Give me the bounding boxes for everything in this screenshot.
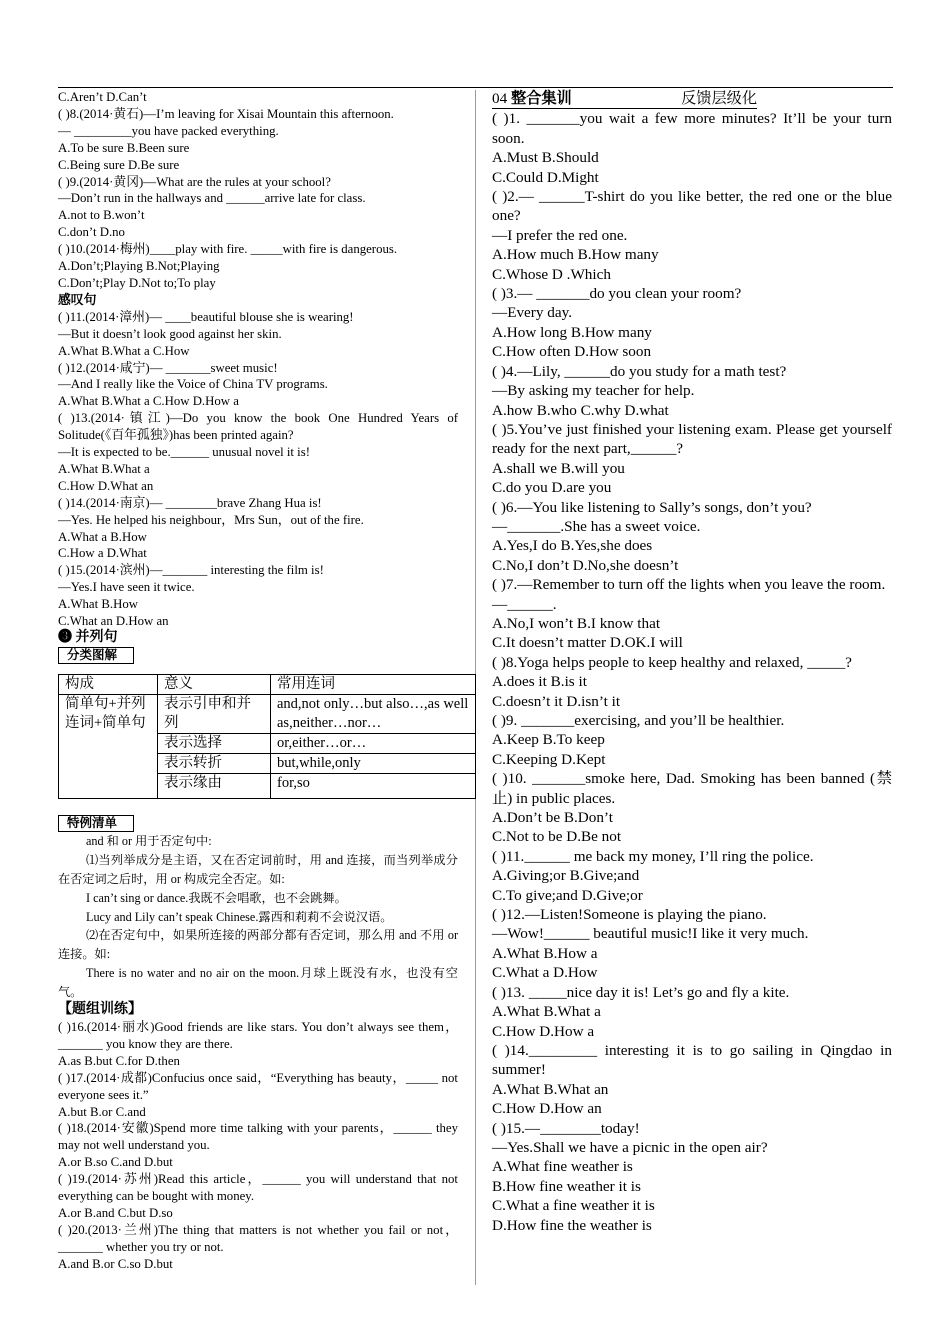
- q18-options: A.or B.so C.and D.but: [58, 1155, 173, 1170]
- r3-options-2: C.How often D.How soon: [492, 343, 652, 361]
- r12-options-1: A.What B.How a: [492, 944, 598, 962]
- r15-option-b: B.How fine weather it is: [492, 1177, 641, 1195]
- q9-stem: ( )9.(2014·黄冈)—What are the rules at your school?: [58, 174, 331, 189]
- q14-line2: —Yes. He helped his neighbour，Mrs Sun，out of the fire.: [58, 512, 364, 527]
- r6-line2: —_______.She has a sweet voice.: [492, 517, 701, 535]
- r14-stem: ( )14._________ interesting it is to go sailing in Qingdao in summer!: [492, 1041, 892, 1079]
- r11-options-2: C.To give;and D.Give;or: [492, 886, 643, 904]
- note-line: and 和 or 用于否定句中:: [86, 833, 212, 848]
- r12-stem: ( )12.—Listen!Someone is playing the piano.: [492, 906, 767, 924]
- r11-stem: ( )11.______ me back my money, I’ll ring the police.: [492, 847, 814, 865]
- table-structure-cell: 简单句+并列连词+简单句: [59, 694, 158, 798]
- r5-options-2: C.do you D.are you: [492, 479, 612, 497]
- q12-options: A.What B.What a C.How D.How a: [58, 394, 239, 409]
- q17-options: A.but B.or C.and: [58, 1104, 146, 1119]
- r2-line2: —I prefer the red one.: [492, 226, 628, 244]
- note-example: Lucy and Lily can’t speak Chinese.露西和莉莉不会说汉语。: [86, 909, 393, 924]
- q10-options-1: A.Don’t;Playing B.Not;Playing: [58, 259, 220, 274]
- q19-stem: ( )19.(2014·苏州)Read this article，______ you will understand that not everything can be bought with money.: [58, 1172, 458, 1204]
- r11-options-1: A.Giving;or B.Give;and: [492, 867, 640, 885]
- r7-options-1: A.No,I won’t B.I know that: [492, 614, 661, 632]
- table-header-conjunctions: 常用连词: [271, 674, 476, 694]
- r9-stem: ( )9. _______exercising, and you’ll be healthier.: [492, 712, 785, 729]
- q8-options-1: A.To be sure B.Been sure: [58, 140, 190, 155]
- q13-options-1: A.What B.What a: [58, 461, 150, 476]
- r6-options-2: C.No,I don’t D.No,she doesn’t: [492, 556, 679, 574]
- r5-options-1: A.shall we B.will you: [492, 459, 625, 477]
- q12-stem: ( )12.(2014·咸宁)— _______sweet music!: [58, 360, 278, 375]
- q14-options-2: C.How a D.What: [58, 546, 147, 561]
- r13-options-1: A.What B.What a: [492, 1003, 601, 1021]
- q15-options-1: A.What B.How: [58, 597, 138, 612]
- note-example: There is no water and no air on the moon.月球上既没有水，也没有空气。: [58, 966, 458, 1000]
- q16-stem: ( )16.(2014·丽水)Good friends are like stars. You don’t always see them，_______ you know they are there.: [58, 1019, 458, 1051]
- table-meaning-cell: 表示引申和并列: [158, 694, 271, 733]
- table-header-meaning: 意义: [158, 674, 271, 694]
- r9-options-2: C.Keeping D.Kept: [492, 750, 606, 768]
- r6-options-1: A.Yes,I do B.Yes,she does: [492, 537, 653, 555]
- note-line: ⑵在否定句中，如果所连接的两部分都有否定词，那么用 and 不用 or 连接。如:: [58, 928, 458, 962]
- q17-stem: ( )17.(2014·成都)Confucius once said，“Everything has beauty，_____ not everyone sees it.”: [58, 1070, 458, 1102]
- special-cases-note: [58, 832, 458, 1002]
- r3-options-1: A.How long B.How many: [492, 323, 652, 341]
- r15-line2: —Yes.Shall we have a picnic in the open air?: [492, 1138, 768, 1156]
- r4-options: A.how B.who C.why D.what: [492, 401, 669, 419]
- q10-options-2: C.Don’t;Play D.Not to;To play: [58, 275, 216, 290]
- r4-line2: —By asking my teacher for help.: [492, 382, 695, 400]
- q13-options-2: C.How D.What an: [58, 478, 154, 493]
- r7-options-2: C.It doesn’t matter D.OK.I will: [492, 634, 683, 652]
- table-meaning-cell: 表示选择: [158, 733, 271, 753]
- q15-stem: ( )15.(2014·滨州)—_______ interesting the film is!: [58, 563, 324, 578]
- r6-stem: ( )6.—You like listening to Sally’s songs, don’t you?: [492, 498, 812, 516]
- q11-stem: ( )11.(2014·漳州)— ____beautiful blouse she is wearing!: [58, 309, 354, 324]
- table-header-structure: 构成: [59, 674, 158, 694]
- q11-options: A.What B.What a C.How: [58, 343, 190, 358]
- r1-options-2: C.Could D.Might: [492, 168, 599, 186]
- r10-options-2: C.Not to be D.Be not: [492, 828, 622, 846]
- r15-option-d: D.How fine the weather is: [492, 1216, 652, 1234]
- r1-options-1: A.Must B.Should: [492, 149, 599, 167]
- table-conjunction-cell: and,not only…but also…,as well as,neither…nor…: [271, 694, 476, 733]
- table-conjunction-cell: but,while,only: [271, 753, 476, 773]
- q20-stem: ( )20.(2013·兰州)The thing that matters is not whether you fail or not，_______ whether you try or not.: [58, 1222, 458, 1254]
- q20-options: A.and B.or C.so D.but: [58, 1256, 173, 1271]
- left-column: [58, 89, 469, 1273]
- r15-stem: ( )15.—________today!: [492, 1119, 640, 1137]
- table-conjunction-cell: for,so: [271, 773, 476, 798]
- r2-options-2: C.Whose D .Which: [492, 265, 611, 283]
- r2-stem: ( )2.— ______T-shirt do you like better, the red one or the blue one?: [492, 188, 892, 225]
- special-cases-label: 特例清单: [58, 815, 134, 832]
- conjunction-table: [58, 674, 476, 799]
- table-meaning-cell: 表示缘由: [158, 773, 271, 798]
- note-example: I can’t sing or dance.我既不会唱歌，也不会跳舞。: [86, 890, 347, 905]
- q8-stem: ( )8.(2014·黄石)—I’m leaving for Xisai Mountain this afternoon.: [58, 106, 394, 121]
- practice-heading: 【题组训练】: [58, 1002, 142, 1018]
- section-3-title: ❸ 并列句: [58, 630, 118, 645]
- q16-options: A.as B.but C.for D.then: [58, 1053, 180, 1068]
- r13-stem: ( )13. _____nice day it is! Let’s go and fly a kite.: [492, 983, 790, 1001]
- header-title: 整合集训: [510, 90, 572, 107]
- r3-line2: —Every day.: [492, 304, 572, 322]
- q8-line2: — _________you have packed everything.: [58, 123, 279, 138]
- r5-stem: ( )5.You’ve just finished your listening exam. Please get yourself ready for the next part,______?: [492, 420, 892, 458]
- exclamation-heading: 感叹句: [58, 292, 97, 307]
- q13-line2: —It is expected to be.______ unusual novel it is!: [58, 445, 310, 460]
- q8-options-2: C.Being sure D.Be sure: [58, 157, 180, 172]
- r7-stem: ( )7.—Remember to turn off the lights when you leave the room.: [492, 576, 886, 594]
- r3-stem: ( )3.— _______do you clean your room?: [492, 285, 742, 303]
- header-subtitle: 反馈层级化: [681, 90, 757, 107]
- r13-options-2: C.How D.How a: [492, 1022, 595, 1040]
- q9-line2: —Don’t run in the hallways and ______arrive late for class.: [58, 191, 366, 206]
- classification-label: 分类图解: [58, 647, 134, 664]
- q11-line2: —But it doesn’t look good against her skin.: [58, 326, 282, 341]
- r7-line2: —______.: [492, 595, 557, 613]
- table-meaning-cell: 表示转折: [158, 753, 271, 773]
- r12-line2: —Wow!______ beautiful music!I like it very much.: [492, 925, 809, 943]
- table-conjunction-cell: or,either…or…: [271, 733, 476, 753]
- top-rule: [58, 87, 893, 88]
- q13-stem: ( )13.(2014·镇江)—Do you know the book One Hundred Years of Solitude(《百年孤独》)has been printed again?: [58, 411, 458, 443]
- r1-stem: ( )1. _______you wait a few more minutes? It’ll be your turn soon.: [492, 110, 892, 147]
- q14-stem: ( )14.(2014·南京)— ________brave Zhang Hua is!: [58, 495, 322, 510]
- q7-options: C.Aren’t D.Can’t: [58, 90, 147, 104]
- r15-option-c: C.What a fine weather it is: [492, 1197, 655, 1215]
- q15-line2: —Yes.I have seen it twice.: [58, 580, 195, 595]
- q19-options: A.or B.and C.but D.so: [58, 1205, 173, 1220]
- q9-options-1: A.not to B.won’t: [58, 208, 145, 223]
- r12-options-2: C.What a D.How: [492, 964, 598, 982]
- r14-options-1: A.What B.What an: [492, 1080, 609, 1098]
- section-04-header: [492, 89, 757, 109]
- q10-stem: ( )10.(2014·梅州)____play with fire. _____with fire is dangerous.: [58, 242, 398, 257]
- r10-stem: ( )10. _______smoke here, Dad. Smoking has been banned (禁止) in public places.: [492, 770, 892, 807]
- r4-stem: ( )4.—Lily, ______do you study for a math test?: [492, 362, 787, 380]
- r8-options-2: C.doesn’t it D.isn’t it: [492, 692, 621, 710]
- q12-line2: —And I really like the Voice of China TV programs.: [58, 377, 328, 392]
- r14-options-2: C.How D.How an: [492, 1100, 602, 1118]
- q18-stem: ( )18.(2014·安徽)Spend more time talking with your parents，______ they may not well understand you.: [58, 1121, 458, 1153]
- right-column: [492, 89, 892, 1235]
- q15-options-2: C.What an D.How an: [58, 614, 169, 629]
- r10-options-1: A.Don’t be B.Don’t: [492, 809, 613, 827]
- r9-options-1: A.Keep B.To keep: [492, 731, 605, 749]
- r8-stem: ( )8.Yoga helps people to keep healthy and relaxed, _____?: [492, 653, 852, 671]
- note-line: ⑴当列举成分是主语，又在否定词前时，用 and 连接，而当列举成分在否定词之后时，用 or 构成完全否定。如:: [58, 852, 458, 886]
- r8-options-1: A.does it B.is it: [492, 673, 587, 691]
- q14-options-1: A.What a B.How: [58, 529, 147, 544]
- r2-options-1: A.How much B.How many: [492, 246, 659, 264]
- r15-option-a: A.What fine weather is: [492, 1158, 633, 1176]
- q9-options-2: C.don’t D.no: [58, 225, 125, 240]
- header-number: 04: [492, 90, 508, 107]
